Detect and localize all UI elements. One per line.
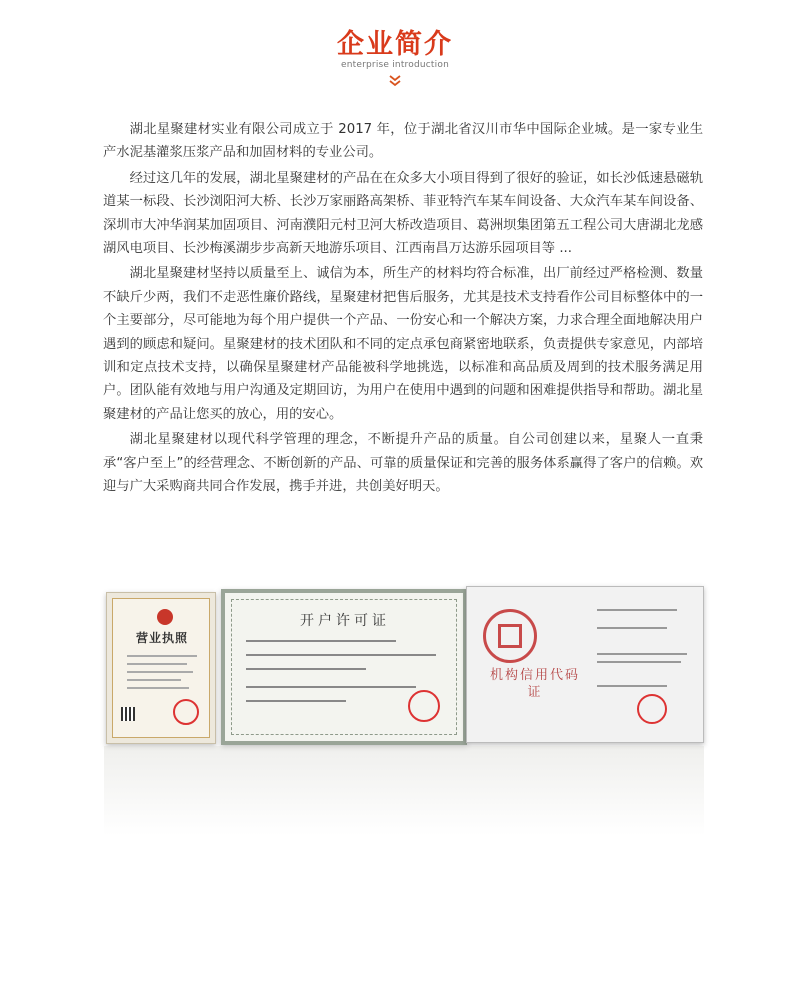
page-subtitle: enterprise introduction: [341, 60, 449, 70]
qr-code-icon: [121, 707, 135, 721]
intro-paragraph: 经过这几年的发展，湖北星聚建材的产品在在众多大小项目得到了很好的验证，如长沙低速悬磁轨道某一标段、长沙浏阳河大桥、长沙万家丽路高架桥、菲亚特汽车某车间设备、大众汽车某车间设备、深圳市大冲华润某加固项目、河南濮阳元村卫河大桥改造项目、葛洲坝集团第五工程公司大唐湖北龙感湖风电项目、长沙梅溪湖步步高新天地游乐项目、江西南昌万达游乐园项目等 ...: [103, 170, 703, 257]
credit-code-certificate-image[interactable]: [466, 586, 704, 743]
section-header: [0, 28, 790, 88]
business-license-image[interactable]: [106, 592, 216, 744]
intro-paragraph: 湖北星聚建材实业有限公司成立于 2017 年，位于湖北省汉川市华中国际企业城。是一家专业生产水泥基灌浆压浆产品和加固材料的专业公司。: [103, 122, 703, 161]
intro-paragraph: 湖北星聚建材以现代科学管理的理念，不断提升产品的质量。自公司创建以来，星聚人一直秉承“客户至上”的经营理念、不断创新的产品、可靠的质量保证和完善的服务体系赢得了客户的信赖。欢迎与广大采购商共同合作发展，携手并进，共创美好明天。: [103, 432, 703, 495]
red-seal-icon: [408, 690, 440, 722]
red-seal-icon: [637, 694, 667, 724]
intro-body: [103, 118, 703, 501]
intro-paragraph: 湖北星聚建材坚持以质量至上、诚信为本，所生产的材料均符合标准，出厂前经过严格检测、数量不缺斤少两，我们不走恶性廉价路线，星聚建材把售后服务，尤其是技术支持看作公司目标整体中的一个主要部分，尽可能地为每个用户提供一个产品、一份安心和一个解决方案，力求合理全面地解决用户遇到的顾虑和疑问。星聚建材的技术团队和不同的定点承包商紧密地联系，负责提供专家意见，内部培训和定点技术支持，以确保星聚建材产品能被科学地挑选，以标准和高品质及周到的技术服务满足用户。团队能有效地与用户沟通及定期回访，为用户在使用中遇到的问题和困难提供指导和帮助。湖北星聚建材的产品让您买的放心，用的安心。: [103, 266, 703, 422]
page-title: 企业简介: [337, 29, 453, 60]
certificate-gallery: [104, 586, 704, 746]
credit-emblem-icon: [483, 609, 537, 663]
national-emblem-icon: [157, 609, 173, 625]
chevron-down-icon: [388, 74, 402, 88]
bank-permit-title: 开户许可证: [300, 613, 390, 629]
red-seal-icon: [173, 699, 199, 725]
gallery-reflection: [104, 746, 704, 836]
credit-code-title: 机构信用代码证: [489, 668, 580, 700]
bank-account-permit-image[interactable]: [221, 589, 467, 745]
business-license-title: 营业执照: [135, 631, 188, 645]
